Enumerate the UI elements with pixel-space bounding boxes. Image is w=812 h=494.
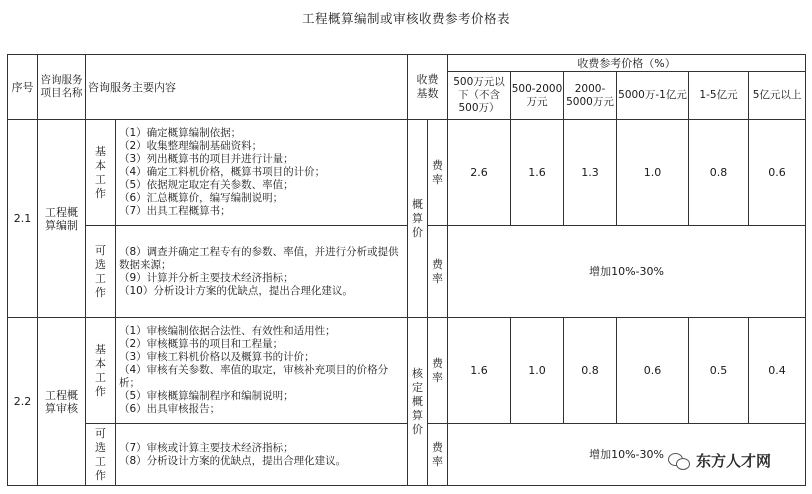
row-seq: 2.2 (8, 318, 38, 486)
bracket-header: 2000-5000万元 (564, 72, 617, 120)
bracket-header: 1-5亿元 (689, 72, 749, 120)
rate-value: 0.6 (749, 120, 806, 226)
header-fee-base: 收费基数 (408, 55, 448, 120)
rate-value: 0.8 (564, 318, 617, 424)
fee-base-cell: 概算价 (408, 120, 428, 318)
bracket-header: 5亿元以上 (749, 72, 806, 120)
row-seq: 2.1 (8, 120, 38, 318)
watermark-text: 东方人才网 (696, 452, 772, 470)
header-seq: 序号 (8, 55, 38, 120)
rate-value: 1.3 (564, 120, 617, 226)
rate-value: 0.6 (617, 318, 689, 424)
rate-value: 0.4 (749, 318, 806, 424)
wechat-icon (668, 451, 692, 471)
rate-label: 费率 (428, 120, 448, 226)
rate-label: 费率 (428, 226, 448, 318)
work-items: （8）调查并确定工程专有的参数、率值，并进行分析或提供数据来源； （9）计算并分析主要技术经济指标； （10）分析设计方案的优缺点，提出合理化建议。 (116, 226, 408, 318)
rate-value: 1.0 (511, 318, 564, 424)
work-items: （1）审核编制依据合法性、有效性和适用性； （2）审核概算书的项目和工程量； （3）审核工料机价格以及概算书的计价； （4）审核有关参数、率值的取定，审核补充项目的价格分析； （5）审核概算编制程序和编制说明； （6）出具审核报告； (116, 318, 408, 424)
rate-increase: 增加10%-30% (448, 226, 806, 318)
bracket-header: 500-2000万元 (511, 72, 564, 120)
bracket-header: 500万元以下（不含500万） (448, 72, 511, 120)
watermark (668, 450, 771, 471)
fee-table (7, 54, 806, 486)
row-service-name: 工程概算审核 (38, 318, 86, 486)
rate-label: 费率 (428, 318, 448, 424)
work-items: （1）确定概算编制依据； （2）收集整理编制基础资料； （3）列出概算书的项目并进行计量； （4）确定工料机价格，概算书项目的计价； （5）依据规定取定有关参数、率值； （6）汇总概算价，编写编制说明； （7）出具工程概算书； (116, 120, 408, 226)
work-type-label: 可选工作 (86, 226, 116, 318)
work-type-label: 可选工作 (86, 424, 116, 486)
fee-base-cell: 核定概算价 (408, 318, 428, 486)
header-service-content: 咨询服务主要内容 (86, 55, 408, 120)
rate-value: 1.6 (448, 318, 511, 424)
rate-value: 0.5 (689, 318, 749, 424)
page-title: 工程概算编制或审核收费参考价格表 (301, 11, 510, 26)
row-service-name: 工程概算编制 (38, 120, 86, 318)
work-type-label: 基本工作 (86, 318, 116, 424)
header-service-name: 咨询服务项目名称 (38, 55, 86, 120)
rate-value: 0.8 (689, 120, 749, 226)
work-type-label: 基本工作 (86, 120, 116, 226)
header-fee-ref: 收费参考价格（%） (448, 55, 806, 72)
bracket-header: 5000万-1亿元 (617, 72, 689, 120)
rate-value: 2.6 (448, 120, 511, 226)
rate-increase: 增加10%-30% (448, 424, 806, 486)
rate-value: 1.0 (617, 120, 689, 226)
rate-label: 费率 (428, 424, 448, 486)
rate-value: 1.6 (511, 120, 564, 226)
work-items: （7）审核或计算主要技术经济指标； （8）分析设计方案的优缺点，提出合理化建议。 (116, 424, 408, 486)
